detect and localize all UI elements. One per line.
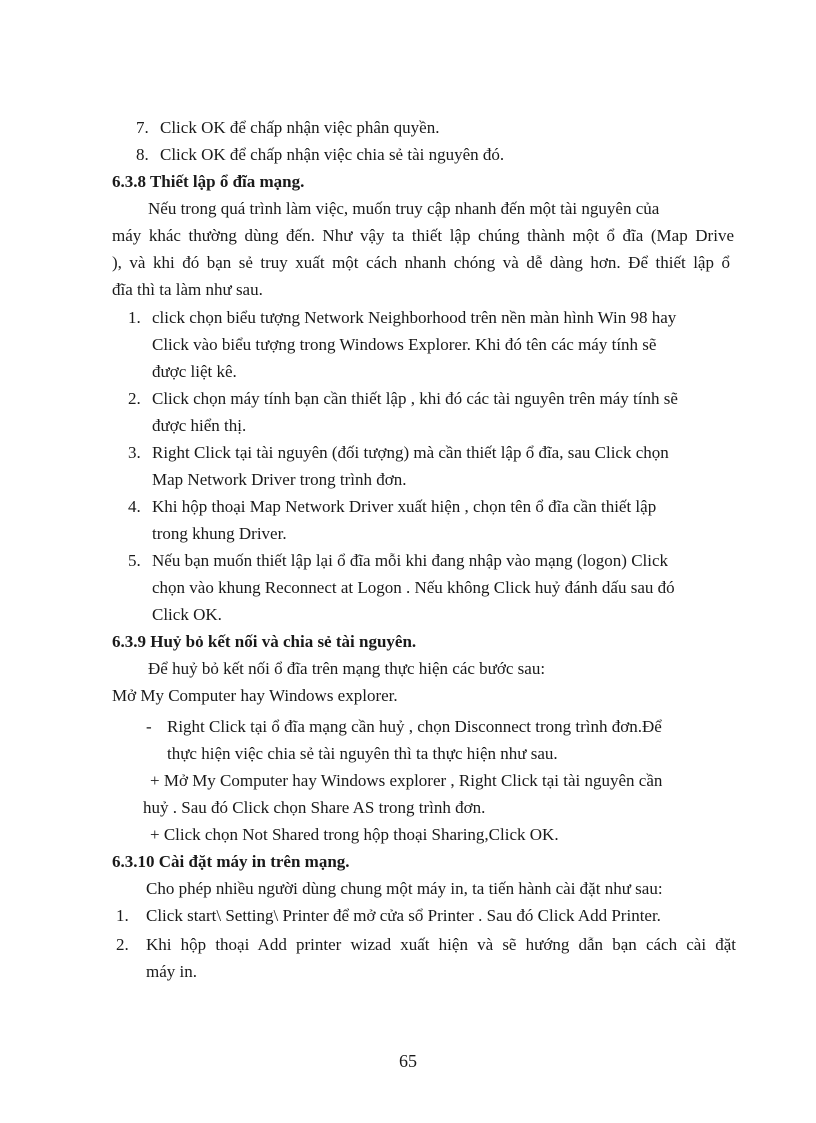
bullet-text: thực hiện việc chia sẻ tài nguyên thì ta thực hiện như sau. [167,744,558,763]
step-number: 3. [128,443,141,462]
step-text: Right Click tại tài nguyên (đối tượng) mà cần thiết lập ổ đĩa, sau Click chọn [152,443,669,462]
section-heading-6-3-8: 6.3.8 Thiết lập ổ đĩa mạng. [112,172,305,191]
step-text: chọn vào khung Reconnect at Logon . Nếu không Click huỷ đánh dấu sau đó [152,578,675,597]
dash-bullet: - [146,717,152,736]
step-text: trong khung Driver. [152,524,287,543]
list-item-number: 8. [136,145,149,164]
step-number: 1. [128,308,141,327]
paragraph-line: ), và khi đó bạn sẻ truy xuất một cách nhanh chóng và dễ dàng hơn. Để thiết lập ổ [112,253,730,272]
paragraph-line: máy khác thường dùng đến. Như vậy ta thiết lập chúng thành một ổ đĩa (Map Drive [112,226,734,245]
step-number: 2. [116,935,129,954]
step-text: Khi hộp thoại Map Network Driver xuất hiện , chọn tên ổ đĩa cần thiết lập [152,497,657,516]
step-number: 5. [128,551,141,570]
step-number: 1. [116,906,129,925]
step-text: Map Network Driver trong trình đơn. [152,470,407,489]
paragraph-line: Nếu trong quá trình làm việc, muốn truy cập nhanh đến một tài nguyên của [148,199,660,218]
plus-item-text: huỷ . Sau đó Click chọn Share AS trong trình đơn. [143,798,486,817]
step-text: được hiển thị. [152,416,247,435]
step-text: được liệt kê. [152,362,237,381]
step-number: 2. [128,389,141,408]
plus-item-text: + Click chọn Not Shared trong hộp thoại Sharing,Click OK. [150,825,559,844]
page-number: 65 [399,1051,417,1071]
step-text: Click start\ Setting\ Printer để mở cửa sổ Printer . Sau đó Click Add Printer. [146,906,661,925]
plus-item-text: + Mở My Computer hay Windows explorer , Right Click tại tài nguyên cần [150,771,663,790]
paragraph-line: Cho phép nhiều người dùng chung một máy in, ta tiến hành cài đặt như sau: [146,879,663,898]
section-heading-6-3-9: 6.3.9 Huỷ bỏ kết nối và chia sẻ tài nguyên. [112,632,417,651]
bullet-text: Right Click tại ổ đĩa mạng cần huỷ , chọn Disconnect trong trình đơn.Để [167,717,662,736]
step-text: Click OK. [152,605,222,624]
paragraph-line: Mở My Computer hay Windows explorer. [112,686,398,705]
step-text: Click chọn máy tính bạn cần thiết lập , khi đó các tài nguyên trên máy tính sẽ [152,389,678,408]
list-item-text: Click OK để chấp nhận việc phân quyền. [160,118,440,137]
step-number: 4. [128,497,141,516]
paragraph-line: đĩa thì ta làm như sau. [112,280,263,299]
list-item-number: 7. [136,118,149,137]
list-item-text: Click OK để chấp nhận việc chia sẻ tài nguyên đó. [160,145,505,164]
section-heading-6-3-10: 6.3.10 Cài đặt máy in trên mạng. [112,852,350,871]
step-text: click chọn biểu tượng Network Neighborhood trên nền màn hình Win 98 hay [152,308,677,327]
step-text: Nếu bạn muốn thiết lập lại ổ đĩa mỗi khi đang nhập vào mạng (logon) Click [152,551,669,570]
step-text: máy in. [146,962,197,981]
step-text: Khi hộp thoại Add printer wizad xuất hiện và sẽ hướng dẫn bạn cách cài đặt [146,935,736,954]
step-text: Click vào biểu tượng trong Windows Explorer. Khi đó tên các máy tính sẽ [152,335,657,354]
paragraph-line: Để huỷ bỏ kết nối ổ đĩa trên mạng thực hiện các bước sau: [148,659,546,678]
